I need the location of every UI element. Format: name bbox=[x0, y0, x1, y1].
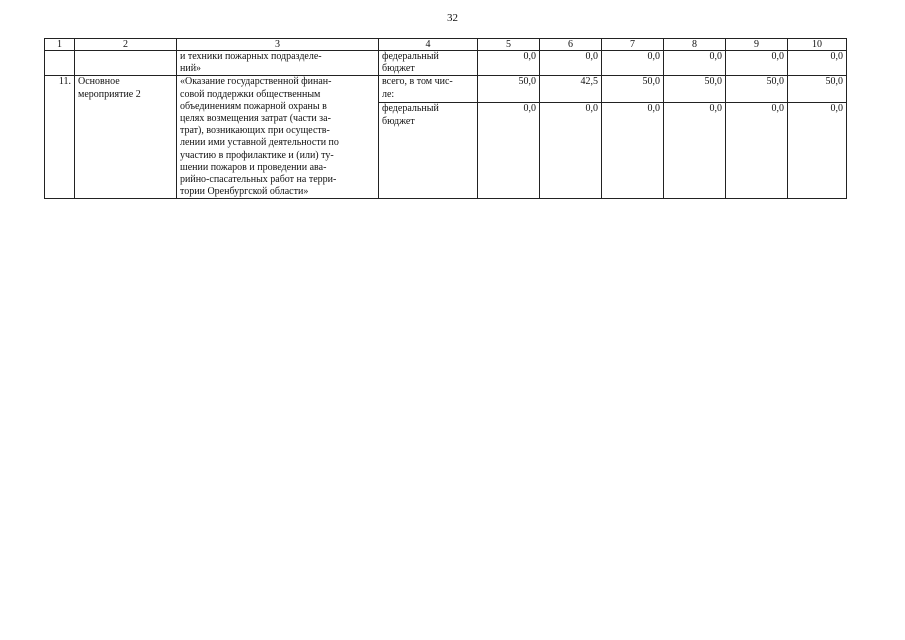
value-cell: 50,0 bbox=[788, 76, 847, 103]
value-cell: 50,0 bbox=[478, 76, 540, 103]
column-header: 4 bbox=[379, 39, 478, 51]
value-cell: 0,0 bbox=[602, 51, 664, 76]
value-cell: 0,0 bbox=[478, 51, 540, 76]
value-cell: 50,0 bbox=[602, 76, 664, 103]
column-header: 7 bbox=[602, 39, 664, 51]
value-cell: 50,0 bbox=[726, 76, 788, 103]
funding-source-cell: федеральный бюджет bbox=[379, 51, 478, 76]
value-cell: 0,0 bbox=[540, 103, 602, 199]
column-header: 1 bbox=[45, 39, 75, 51]
budget-table bbox=[44, 38, 847, 199]
table-row bbox=[45, 76, 847, 103]
column-header: 2 bbox=[75, 39, 177, 51]
value-cell: 0,0 bbox=[664, 103, 726, 199]
value-cell: 0,0 bbox=[664, 51, 726, 76]
funding-source-cell: всего, в том чис- ле: bbox=[379, 76, 478, 103]
description-cell: «Оказание государственной финан- совой поддержки общественным объединениям пожарной охраны в целях возмещения затрат (части за- трат), возникающих при осуществ- лении ими уставной деятельности по участию в профилактике и (или) ту- шении пожаров и проведении ава- рийно-спасательных работ на терри- тории Оренбургской области» bbox=[177, 76, 379, 199]
event-cell bbox=[75, 51, 177, 76]
column-header: 3 bbox=[177, 39, 379, 51]
row-number-cell: 11. bbox=[45, 76, 75, 199]
event-cell: Основное мероприятие 2 bbox=[75, 76, 177, 199]
value-cell: 0,0 bbox=[540, 51, 602, 76]
value-cell: 0,0 bbox=[726, 51, 788, 76]
page-number: 32 bbox=[447, 12, 458, 24]
column-header: 5 bbox=[478, 39, 540, 51]
value-cell: 0,0 bbox=[788, 103, 847, 199]
value-cell: 0,0 bbox=[788, 51, 847, 76]
column-header: 6 bbox=[540, 39, 602, 51]
column-header: 9 bbox=[726, 39, 788, 51]
column-header: 10 bbox=[788, 39, 847, 51]
description-cell: и техники пожарных подразделе- ний» bbox=[177, 51, 379, 76]
funding-source-cell: федеральный бюджет bbox=[379, 103, 478, 199]
value-cell: 50,0 bbox=[664, 76, 726, 103]
value-cell: 0,0 bbox=[478, 103, 540, 199]
row-number-cell bbox=[45, 51, 75, 76]
table-row bbox=[45, 51, 847, 76]
value-cell: 42,5 bbox=[540, 76, 602, 103]
value-cell: 0,0 bbox=[602, 103, 664, 199]
column-header: 8 bbox=[664, 39, 726, 51]
value-cell: 0,0 bbox=[726, 103, 788, 199]
table-header-row bbox=[45, 39, 847, 51]
